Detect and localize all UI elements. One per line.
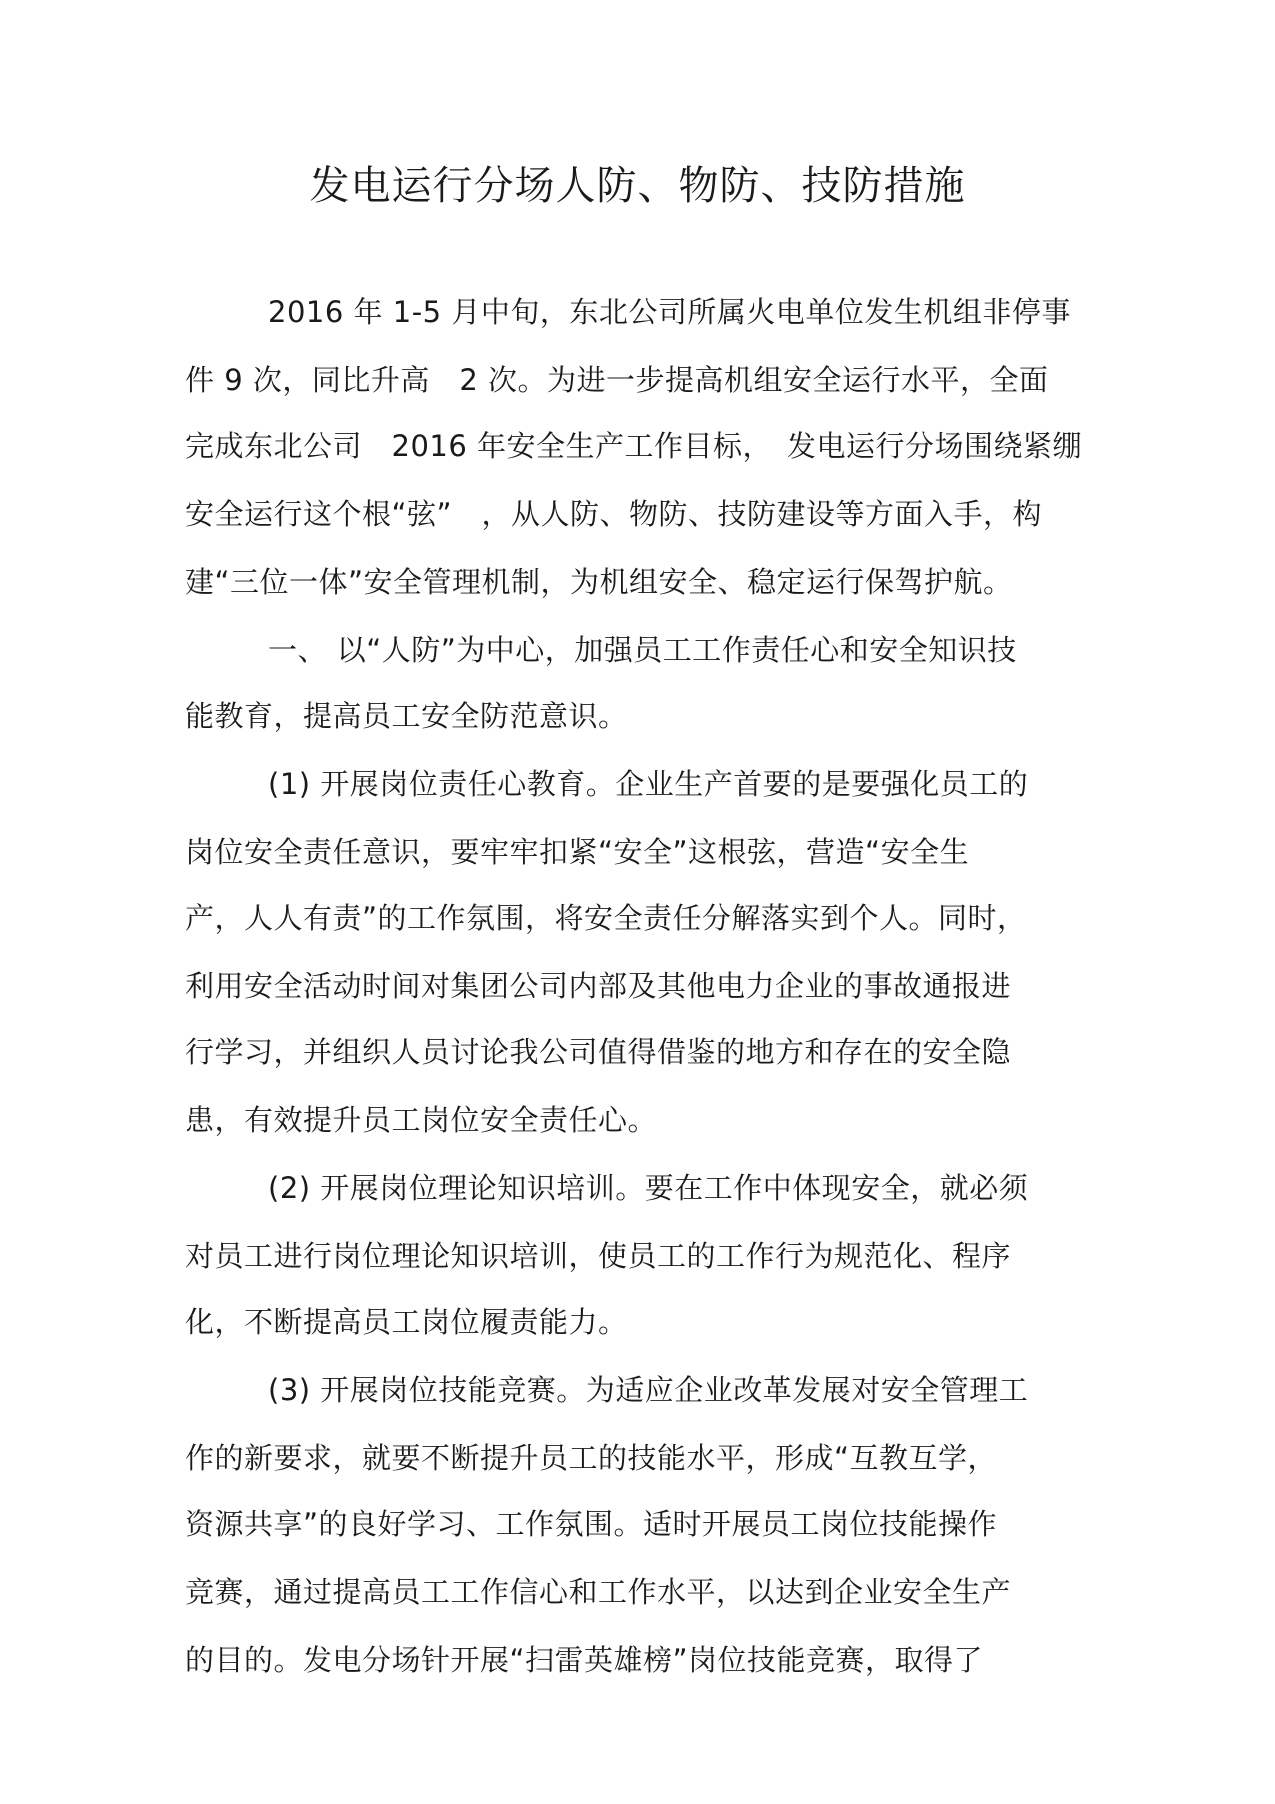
document-title: 发电运行分场人防、物防、技防措施: [309, 163, 966, 209]
paragraph-line: 资源共享”的良好学习、工作氛围。适时开展员工岗位技能操作: [185, 1507, 998, 1541]
paragraph-line: 对员工进行岗位理论知识培训，使员工的工作行为规范化、程序: [185, 1239, 1012, 1273]
paragraph-line: 的目的。发电分场针开展“扫雷英雄榜”岗位技能竞赛，取得了: [185, 1643, 984, 1677]
paragraph-line: 竞赛，通过提高员工工作信心和工作水平，以达到企业安全生产: [185, 1575, 1012, 1609]
paragraph-line: 安全运行这个根“弦” ，从人防、物防、技防建设等方面入手，构: [185, 497, 1043, 531]
paragraph-line: 2016 年 1-5 月中旬，东北公司所属火电单位发生机组非停事: [268, 295, 1071, 329]
paragraph-line: 患，有效提升员工岗位安全责任心。: [185, 1103, 658, 1137]
paragraph-line: 作的新要求，就要不断提升员工的技能水平，形成“互教互学，: [185, 1441, 998, 1475]
section-heading-line: 能教育，提高员工安全防范意识。: [185, 699, 628, 733]
paragraph-line: 岗位安全责任意识，要牢牢扣紧“安全”这根弦，营造“安全生: [185, 835, 970, 869]
paragraph-line: 产，人人有责”的工作氛围，将安全责任分解落实到个人。同时，: [185, 901, 1027, 935]
paragraph-line: 建“三位一体”安全管理机制，为机组安全、稳定运行保驾护航。: [185, 565, 1013, 599]
paragraph-line: (2) 开展岗位理论知识培训。要在工作中体现安全，就必须: [268, 1171, 1029, 1205]
paragraph-line: 完成东北公司 2016 年安全生产工作目标， 发电运行分场围绕紧绷: [185, 429, 1083, 463]
paragraph-line: (3) 开展岗位技能竞赛。为适应企业改革发展对安全管理工: [268, 1373, 1029, 1407]
paragraph-line: 利用安全活动时间对集团公司内部及其他电力企业的事故通报进: [185, 969, 1012, 1003]
paragraph-line: 化，不断提高员工岗位履责能力。: [185, 1305, 628, 1339]
paragraph-line: 件 9 次，同比升高 2 次。为进一步提高机组安全运行水平，全面: [185, 363, 1049, 397]
paragraph-line: (1) 开展岗位责任心教育。企业生产首要的是要强化员工的: [268, 767, 1029, 801]
paragraph-line: 行学习，并组织人员讨论我公司值得借鉴的地方和存在的安全隐: [185, 1035, 1012, 1069]
section-heading-line: 一、 以“人防”为中心，加强员工工作责任心和安全知识技: [268, 633, 1017, 667]
